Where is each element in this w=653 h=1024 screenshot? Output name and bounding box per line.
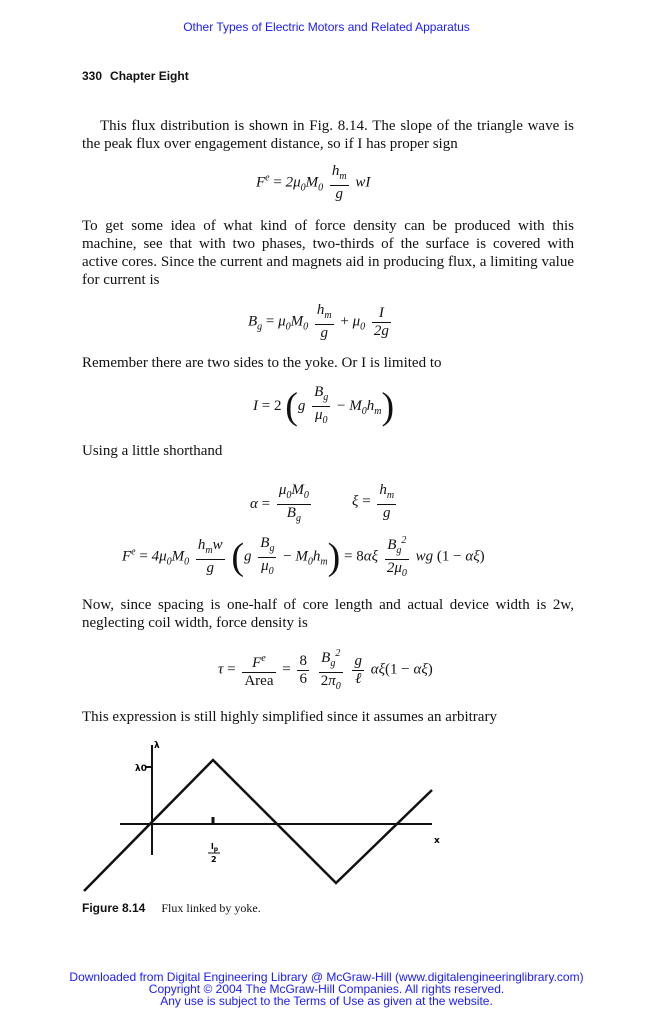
figure-label: Figure 8.14: [82, 901, 146, 915]
tick-label-l: l: [211, 842, 214, 851]
flux-triangle-wave: [84, 760, 432, 891]
paragraph-6: This expression is still highly simplified since it assumes an arbitrary: [82, 709, 497, 725]
equation-current-limit: I = 2 (g $\frac{B_g}{\mu_0}$ − $M_0h_m$): [253, 384, 395, 428]
paragraph-1: This flux distribution is shown in Fig. 8.14. The slope of the triangle wave is the peak flux over engagement distance, so if I has proper sign: [82, 118, 574, 152]
footer-terms[interactable]: Any use is subject to the Terms of Use as given at the website.: [160, 994, 493, 1008]
page-number: 330: [82, 69, 103, 83]
tick-label-lambda0: λ0: [135, 764, 147, 774]
book-title-banner: Other Types of Electric Motors and Related Apparatus: [183, 20, 470, 34]
paragraph-4: Using a little shorthand: [82, 443, 223, 459]
axis-label-x: x: [434, 836, 440, 846]
tick-label-lp: [211, 842, 219, 853]
flux-figure: [80, 735, 450, 895]
equation-force: $F^e = 2\mu_0M_0$ $\frac{h_m}{g}$ wI: [256, 163, 371, 202]
paragraph-3: Remember there are two sides to the yoke. Or I is limited to: [82, 355, 442, 371]
running-head: [82, 69, 189, 83]
footer-download[interactable]: Downloaded from Digital Engineering Library @ McGraw-Hill (www.digitalengineeringlibrary.com): [69, 970, 584, 984]
equation-force-expanded: $F^e = 4\mu_0M_0$ $\frac{h_mw}{g}$ (g $\frac{B_g}{\mu_0}$ − $M_0h_m) = 8\alpha\xi$ $\frac{B_g^2}{2\mu_0}$ wg (1 − αξ): [122, 532, 485, 582]
paragraph-2: To get some idea of what kind of force density can be produced with this machine, see that with two phases, two-thirds of the surface is covered with active cores. Since the current and magnets aid in producing flux, a limiting value for current is: [82, 218, 574, 288]
chapter-title: Chapter Eight: [110, 69, 189, 83]
tick-label-2: 2: [211, 855, 217, 864]
equation-alpha: α = $\frac{\mu_0M_0}{B_g}$: [250, 482, 309, 524]
equation-xi: ξ = $\frac{h_m}{g}$: [352, 482, 395, 521]
figure-caption: [82, 901, 261, 916]
tick-label-p: p: [213, 846, 219, 853]
axis-label-lambda: λ: [154, 741, 160, 751]
paragraph-5: Now, since spacing is one-half of core length and actual device width is 2w, neglecting coil width, force density is: [82, 597, 574, 631]
figure-caption-text: Flux linked by yoke.: [161, 901, 261, 915]
footer-copyright: Copyright © 2004 The McGraw-Hill Companies. All rights reserved.: [148, 982, 505, 996]
equation-force-density: τ = $\frac{F^e}{\text{Area}}$ = $\frac{8}{6}$ $\frac{B_g^2}{2\pi_0}$ $\frac{g}{\text{ℓ}}$ αξ(1 − αξ): [218, 645, 433, 695]
equation-flux-density: $B_g = \mu_0M_0$ $\frac{h_m}{g}$ + $\mu_0$ $\frac{I}{2g}$: [248, 302, 389, 341]
